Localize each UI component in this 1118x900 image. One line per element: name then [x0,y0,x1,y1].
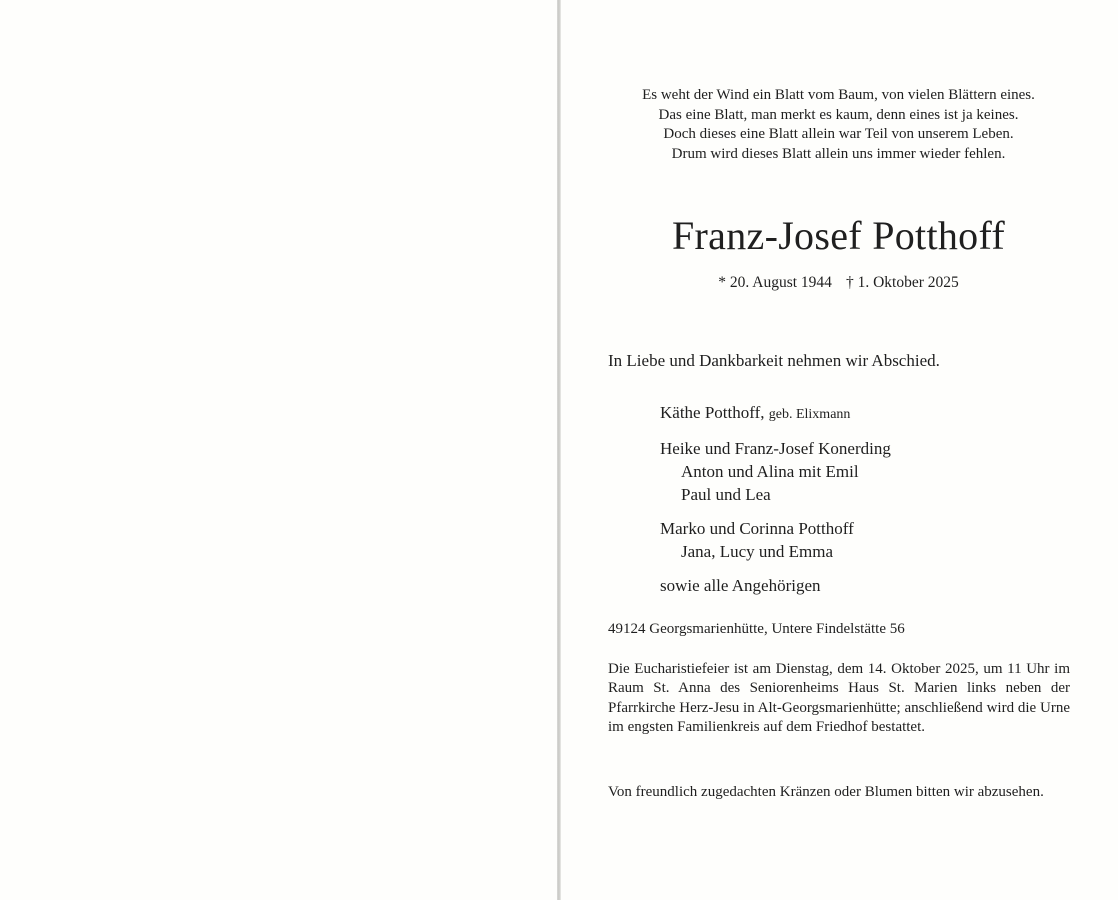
family-children: Anton und Alina mit Emil [681,462,859,481]
poem-line: Das eine Blatt, man merkt es kaum, denn eines ist ja keines. [658,106,1019,123]
birth-date: * 20. August 1944 [718,274,832,291]
poem-line: Doch dieses eine Blatt allein war Teil von unserem Leben. [663,126,1014,142]
poem [600,86,1077,164]
widow-name: Käthe Potthoff, [660,403,765,422]
mourners-list [660,401,891,608]
left-page [0,0,557,900]
mourner-widow [660,401,891,426]
family-children: Paul und Lea [681,485,771,504]
life-dates [600,273,1077,293]
widow-maiden-name: geb. Elixmann [768,407,851,422]
mourner-family [660,437,891,506]
mourner-others: sowie alle Angehörigen [660,576,821,595]
mourner-family [660,517,891,563]
farewell-intro: In Liebe und Dankbarkeit nehmen wir Abschied. [608,351,940,370]
mourning-address: 49124 Georgsmarienhütte, Untere Findelstätte 56 [608,621,905,637]
poem-line: Es weht der Wind ein Blatt vom Baum, von vielen Blättern eines. [642,87,1035,103]
family-children: Jana, Lucy und Emma [681,542,834,561]
flowers-notice: Von freundlich zugedachten Kränzen oder Blumen bitten wir abzusehen. [608,784,1044,800]
family-head: Marko und Corinna Potthoff [660,519,854,538]
family-head: Heike und Franz-Josef Konerding [660,439,891,458]
service-information: Die Eucharistiefeier ist am Dienstag, dem 14. Oktober 2025, um 11 Uhr im Raum St. Anna des Seniorenheims Haus St. Marien links neben der Pfarrkirche Herz-Jesu in Alt-Georgsmarienhütte; anschließend wird die Urne im engsten Familienkreis auf dem Friedhof bestattet. [608,661,1070,735]
death-date: † 1. Oktober 2025 [845,274,959,291]
poem-line: Drum wird dieses Blatt allein uns immer wieder fehlen. [671,145,1006,162]
deceased-name: Franz-Josef Potthoff [672,213,1005,258]
